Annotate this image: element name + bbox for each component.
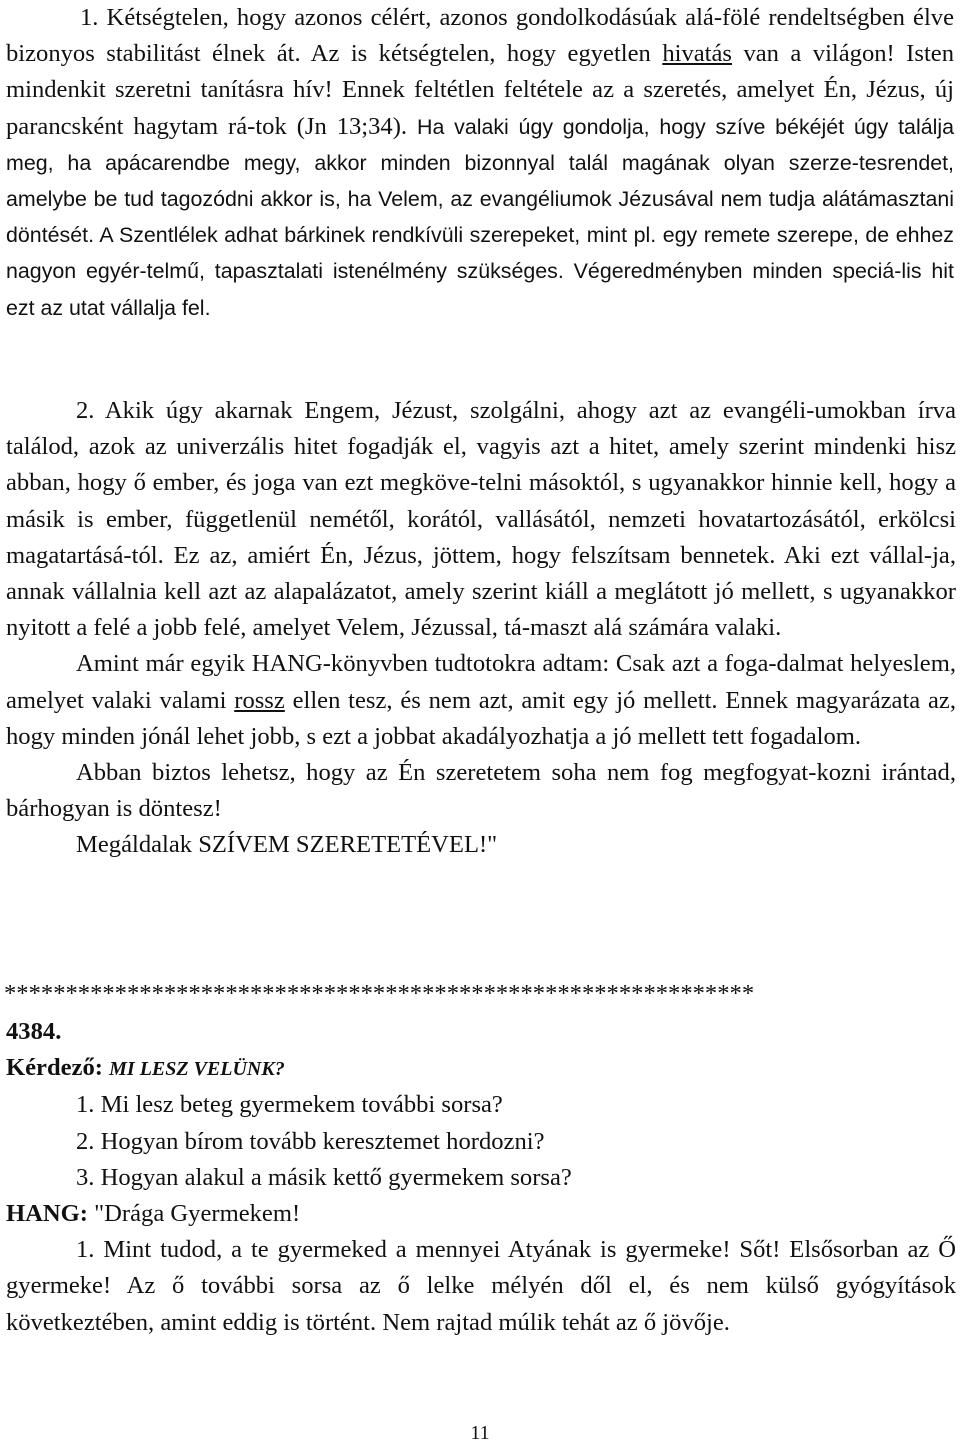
section-a (6, 0, 954, 326)
question-2: 2. Hogyan bírom tovább keresztemet hordozni? (76, 1127, 545, 1155)
asterisk-separator: ************************************************************* (4, 980, 755, 1007)
paragraph-1 (6, 0, 954, 326)
answer-line (6, 1196, 956, 1232)
paragraph-1-text-part1: 1. Kétségtelen, hogy azonos célért, azonos gondolkodásúak alá-fölé rendeltségben élve bizonyos stabilitást élnek át. Az is kétségtelen, hogy egyetlen (6, 4, 954, 68)
paragraph-3 (6, 646, 956, 755)
paragraph-5-blessing: Megáldalak SZÍVEM SZERETETÉVEL!" (76, 831, 498, 859)
paragraph-1-text-part2: van a világon! Isten mindenkit szeretni tanításra hív! Ennek feltétlen feltétele az a szeretés, amelyet Én, Jézus, új parancsként hagytam rá-tok (Jn 13;34). (6, 40, 954, 140)
rossz-underlined-word: rossz (234, 686, 285, 714)
question-1: 1. Mi lesz beteg gyermekem további sorsa? (76, 1091, 503, 1119)
answer-greeting: "Drága Gyermekem! (87, 1200, 301, 1228)
paragraph-3-text-part2: ellen tesz, és nem azt, amit egy jó mellett. Ennek magyarázata az, hogy minden jónál lehet jobb, s ezt a jobbat akadályozhatja a jó mellett tett fogadalom. (6, 686, 956, 750)
questioner-line (6, 1050, 956, 1087)
question-3: 3. Hogyan alakul a másik kettő gyermekem sorsa? (76, 1163, 572, 1191)
paragraph-3-text-part1: Amint már egyik HANG-könyvben tudtotokra adtam: Csak azt a foga-dalmat helyeslem, amelyet valaki valami (6, 650, 956, 714)
section-c (6, 1014, 956, 1341)
paragraph-4: Abban biztos lehetsz, hogy az Én szeretetem soha nem fog megfogyat-kozni irántad, bárhogyan is döntesz! (6, 759, 956, 823)
questioner-title: MI LESZ VELÜNK? (109, 1058, 285, 1081)
answer-paragraph-1: 1. Mint tudod, a te gyermeked a mennyei Atyának is gyermeke! Sőt! Elsősorban az Ő gyermeke! Az ő további sorsa az ő lelke mélyén dől el, és nem külső gyógyítások következtében, amint eddig is történt. Nem rajtad múlik tehát az ő jövője. (6, 1236, 956, 1336)
hivatas-underlined-word: hivatás (662, 40, 732, 68)
entry-number: 4384. (6, 1018, 62, 1045)
paragraph-1-text-sans: Ha valaki úgy gondolja, hogy szíve békéjét úgy találja meg, ha apácarendbe megy, akkor minden bizonnyal talál magának olyan szerze-tesrendet, amelybe be tud tagozódni akkor is, ha Velem, az evangéliumok Jézusával nem tudja alátámasztani döntését. A Szentlélek adhat bárkinek rendkívüli szerepeket, mint pl. egy remete szerepe, de ehhez nagyon egyér-telmű, tapasztalati istenélmény szükséges. Végeredményben minden speciá-lis hit ezt az utat vállalja fel. (6, 114, 954, 320)
paragraph-2: 2. Akik úgy akarnak Engem, Jézust, szolgálni, ahogy azt az evangéli-umokban írva találod, azok az univerzális hitet fogadják el, vagyis azt a hitet, amely szerint mindenki hisz abban, hogy ő ember, és joga van ezt megköve-telni másoktól, s ugyanakkor hinnie kell, hogy a másik is ember, függetlenül nemétől, korától, vallásától, nemzeti hovatartozásától, erkölcsi magatartásá-tól. Ez az, amiért Én, Jézus, jöttem, hogy felszítsam bennetek. Aki ezt vállal-ja, annak vállalnia kell azt az alapalázatot, amely szerint kiáll a meglátott jó mellett, s ugyanakkor nyitott a felé a jobb felé, amelyet Velem, Jézussal, tá-maszt alá számára valaki. (6, 397, 956, 642)
questioner-label: Kérdező: (6, 1054, 103, 1082)
page-number: 11 (470, 1422, 490, 1444)
answer-label: HANG: (6, 1200, 88, 1228)
section-b (6, 393, 956, 864)
